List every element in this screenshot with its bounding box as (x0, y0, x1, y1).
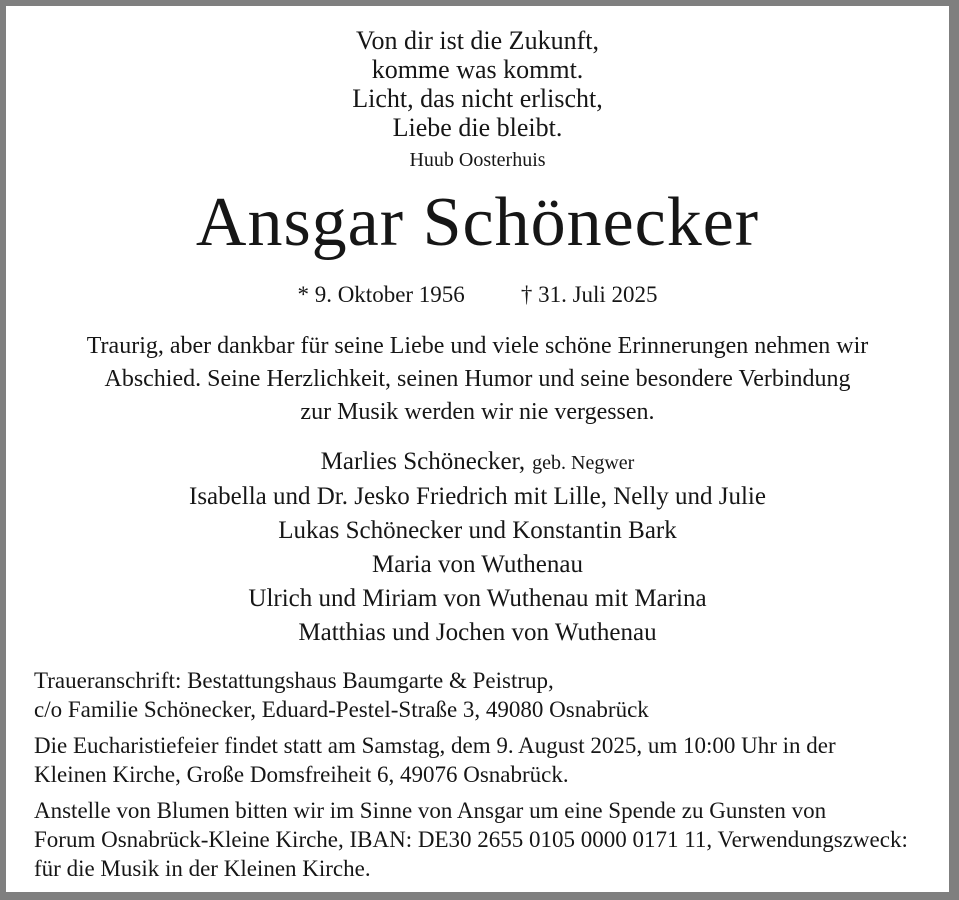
donation-line: Anstelle von Blumen bitten wir im Sinne von Ansgar um eine Spende zu Gunsten von (34, 798, 827, 823)
quote-block (6, 26, 949, 173)
quote-attribution: Huub Oosterhuis (409, 149, 546, 171)
mourning-address (34, 666, 923, 724)
service-line: Kleinen Kirche, Große Domsfreiheit 6, 49076 Osnabrück. (34, 762, 569, 787)
address-line: c/o Familie Schönecker, Eduard-Pestel-Straße 3, 49080 Osnabrück (34, 697, 649, 722)
service-details (34, 731, 923, 789)
life-dates (6, 281, 949, 308)
quote-line: Liebe die bleibt. (392, 113, 563, 142)
info-block (34, 666, 923, 883)
tribute-paragraph (6, 330, 949, 429)
mourner-line (6, 548, 949, 582)
obituary-sheet (6, 6, 949, 892)
mourner-line (6, 582, 949, 616)
birth-date: * 9. Oktober 1956 (297, 282, 465, 307)
mourner-name: Matthias und Jochen von Wuthenau (298, 619, 657, 646)
mourner-line (6, 616, 949, 650)
mourner-line (6, 480, 949, 514)
quote-line: komme was kommt. (371, 55, 584, 84)
address-line: Traueranschrift: Bestattungshaus Baumgarte & Peistrup, (34, 668, 554, 693)
mourner-name: Isabella und Dr. Jesko Friedrich mit Lille, Nelly und Julie (189, 483, 766, 510)
mourners-list (6, 445, 949, 650)
quote-line: Licht, das nicht erlischt, (352, 84, 603, 113)
tribute-line: zur Musik werden wir nie vergessen. (300, 399, 655, 425)
mourner-name: Lukas Schönecker und Konstantin Bark (278, 517, 677, 544)
mourner-name: Maria von Wuthenau (372, 551, 583, 578)
donation-line: Forum Osnabrück-Kleine Kirche, IBAN: DE30 2655 0105 0000 0171 11, Verwendungszweck: (34, 827, 908, 852)
tribute-line: Abschied. Seine Herzlichkeit, seinen Humor und seine besondere Verbindung (104, 366, 851, 392)
tribute-line: Traurig, aber dankbar für seine Liebe und viele schöne Erinnerungen nehmen wir (86, 333, 869, 359)
death-date: † 31. Juli 2025 (520, 282, 658, 307)
mourner-name: Marlies Schönecker, (320, 448, 526, 475)
quote-line: Von dir ist die Zukunft, (356, 26, 599, 55)
donation-line: für die Musik in der Kleinen Kirche. (34, 856, 371, 881)
mourner-line (6, 445, 949, 480)
service-line: Die Eucharistiefeier findet statt am Samstag, dem 9. August 2025, um 10:00 Uhr in der (34, 733, 836, 758)
mourner-line (6, 514, 949, 548)
donation-request (34, 796, 923, 883)
deceased-name: Ansgar Schönecker (195, 184, 760, 261)
mourner-note: geb. Negwer (532, 452, 635, 474)
mourner-name: Ulrich und Miriam von Wuthenau mit Marina (248, 585, 707, 612)
